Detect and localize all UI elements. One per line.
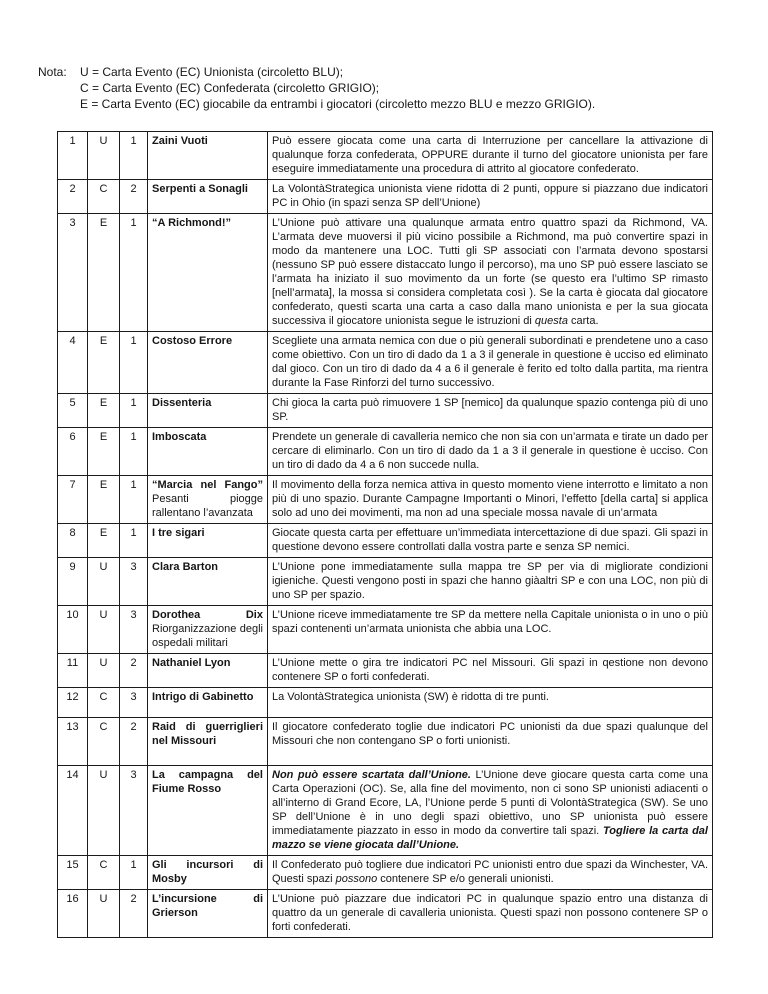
card-name-cell	[148, 214, 268, 332]
card-name-cell	[148, 766, 268, 856]
card-type-cell: E	[88, 394, 120, 428]
card-count-cell: 3	[120, 766, 148, 856]
card-type-cell: U	[88, 558, 120, 606]
text-segment: possono	[335, 873, 378, 885]
card-type-cell: E	[88, 428, 120, 476]
text-segment: Il movimento della forza nemica attiva in questo momento viene interrotto e limitato a non più di uno spazio. Durante Campagne Importanti o Minori, l’effetto [della carta] si applica solo ad uno dei movimenti, ma non ad una speciale mossa navale di un’armata	[272, 479, 708, 519]
note-line-u: U = Carta Evento (EC) Unionista (circoletto BLU);	[80, 65, 344, 79]
card-count-cell: 1	[120, 856, 148, 890]
card-type-cell: E	[88, 524, 120, 558]
card-name-cell	[148, 524, 268, 558]
text-segment: Scegliete una armata nemica con due o più generali subordinati e prendetene uno a caso come obiettivo. Con un tiro di dado da 1 a 3 il generale in questione è ucciso ed eliminato dal gioco. Con un tiro di dado da 4 a 6 il generale è ferito ed tolto dalla partita, ma rientra durante la Fase Rinforzi del turno successivo.	[272, 335, 708, 389]
text-segment: L’Unione deve giocare questa carta come una Carta Operazioni (OC). Se, alla fine del movimento, non ci sono SP unionisti adiacenti o all’interno di Grand Ecore, LA, l’Unione perde 5 punti di VolontàStrategica (SW). Se uno SP dell’Unione è in uno degli spazi obiettivo, uno SP unionista può essere immediatamente piazzato in esso in modo da convertire tali spazi.	[272, 769, 708, 837]
card-count-cell: 2	[120, 718, 148, 766]
text-segment: Può essere giocata come una carta di Interruzione per cancellare la attivazione di qualunque forza confederata, OPPURE durante il turno del giocatore unionista per fare eseguire immediatamente una procedura di attrito al giocatore confederato.	[272, 135, 708, 175]
card-description-cell	[268, 180, 713, 214]
text-segment: Zaini Vuoti	[152, 135, 208, 147]
card-type-cell: U	[88, 890, 120, 938]
table-row	[58, 332, 713, 394]
table-row	[58, 606, 713, 654]
text-segment: Chi gioca la carta può rimuovere 1 SP [nemico] da qualunque spazio contenga più di uno SP.	[272, 397, 708, 423]
card-type-cell: U	[88, 606, 120, 654]
table-row	[58, 428, 713, 476]
card-name-cell	[148, 654, 268, 688]
text-segment: Imboscata	[152, 431, 207, 443]
table-row	[58, 890, 713, 938]
card-name-cell	[148, 332, 268, 394]
card-number-cell: 9	[58, 558, 88, 606]
card-count-cell: 1	[120, 476, 148, 524]
card-type-cell: E	[88, 476, 120, 524]
card-number-cell: 12	[58, 688, 88, 718]
card-description-cell	[268, 890, 713, 938]
text-segment: I tre sigari	[152, 527, 205, 539]
text-segment: “A Richmond!”	[152, 217, 232, 229]
card-description-cell	[268, 332, 713, 394]
card-number-cell: 16	[58, 890, 88, 938]
card-count-cell: 1	[120, 428, 148, 476]
card-name-cell	[148, 718, 268, 766]
card-count-cell: 2	[120, 890, 148, 938]
text-segment: La VolontàStrategica unionista viene ridotta di 2 punti, oppure si piazzano due indicatori PC in Ohio (in spazi senza SP dell’Unione)	[272, 183, 708, 209]
text-segment: L’incursione di Grierson	[152, 893, 263, 919]
card-count-cell: 1	[120, 132, 148, 180]
card-type-cell: E	[88, 332, 120, 394]
note-line-c: C = Carta Evento (EC) Confederata (circoletto GRIGIO);	[80, 81, 380, 95]
card-number-cell: 10	[58, 606, 88, 654]
table-row	[58, 524, 713, 558]
card-count-cell: 3	[120, 688, 148, 718]
card-name-cell	[148, 428, 268, 476]
card-number-cell: 15	[58, 856, 88, 890]
text-segment: questa	[534, 315, 568, 327]
card-number-cell: 1	[58, 132, 88, 180]
card-description-cell	[268, 654, 713, 688]
text-segment: Pesanti piogge rallentano l’avanzata	[152, 493, 263, 519]
card-type-cell: C	[88, 718, 120, 766]
card-number-cell: 4	[58, 332, 88, 394]
text-segment: carta.	[567, 315, 599, 327]
card-description-cell	[268, 428, 713, 476]
card-count-cell: 1	[120, 214, 148, 332]
table-row	[58, 558, 713, 606]
card-name-cell	[148, 394, 268, 428]
card-count-cell: 1	[120, 332, 148, 394]
note-block	[38, 64, 595, 112]
card-name-cell	[148, 476, 268, 524]
text-segment: L’Unione mette o gira tre indicatori PC nel Missouri. Gli spazi in qestione non devono contenere SP o forti confederati.	[272, 657, 708, 683]
card-name-cell	[148, 688, 268, 718]
card-count-cell: 1	[120, 394, 148, 428]
text-segment: Prendete un generale di cavalleria nemico che non sia con un’armata e tirate un dado per cercare di eliminarlo. Con un tiro di dado da 1 a 3 il generale in questione è ucciso. Con un tiro di dado da 4 a 6 non succede nulla.	[272, 431, 708, 471]
card-count-cell: 1	[120, 524, 148, 558]
card-name-cell	[148, 180, 268, 214]
card-type-cell: C	[88, 856, 120, 890]
card-description-cell	[268, 856, 713, 890]
text-segment: Togliere la carta dal mazzo se viene giocata dall’Unione.	[272, 825, 708, 851]
card-number-cell: 2	[58, 180, 88, 214]
table-row	[58, 476, 713, 524]
card-description-cell	[268, 214, 713, 332]
table-row	[58, 654, 713, 688]
card-description-cell	[268, 524, 713, 558]
card-count-cell: 3	[120, 606, 148, 654]
text-segment: La VolontàStrategica unionista (SW) è ridotta di tre punti.	[272, 691, 549, 703]
text-segment: Non può essere scartata dall’Unione.	[272, 769, 471, 781]
card-type-cell: C	[88, 180, 120, 214]
card-number-cell: 11	[58, 654, 88, 688]
card-number-cell: 3	[58, 214, 88, 332]
note-lines	[80, 64, 595, 112]
text-segment: La campagna del Fiume Rosso	[152, 769, 263, 795]
text-segment: “Marcia nel Fango”	[152, 479, 263, 491]
text-segment: Nathaniel Lyon	[152, 657, 231, 669]
card-description-cell	[268, 688, 713, 718]
text-segment: Gli incursori di Mosby	[152, 859, 263, 885]
card-type-cell: U	[88, 654, 120, 688]
card-name-cell	[148, 890, 268, 938]
card-type-cell: U	[88, 766, 120, 856]
card-description-cell	[268, 558, 713, 606]
card-count-cell: 3	[120, 558, 148, 606]
card-description-cell	[268, 718, 713, 766]
card-type-cell: C	[88, 688, 120, 718]
card-count-cell: 2	[120, 180, 148, 214]
card-number-cell: 13	[58, 718, 88, 766]
card-number-cell: 14	[58, 766, 88, 856]
card-table	[57, 131, 713, 938]
text-segment: Raid di guerriglieri nel Missouri	[152, 721, 263, 747]
text-segment: Dissenteria	[152, 397, 212, 409]
card-description-cell	[268, 394, 713, 428]
card-number-cell: 7	[58, 476, 88, 524]
card-number-cell: 8	[58, 524, 88, 558]
text-segment: contenere SP e/o generali unionisti.	[377, 873, 554, 885]
table-row	[58, 214, 713, 332]
text-segment: Il giocatore confederato toglie due indicatori PC unionisti da due spazi qualunque del Missouri che non contengano SP o forti unionisti.	[272, 721, 708, 747]
table-row	[58, 688, 713, 718]
note-line-e: E = Carta Evento (EC) giocabile da entrambi i giocatori (circoletto mezzo BLU e mezzo GRIGIO).	[80, 97, 596, 111]
card-description-cell	[268, 766, 713, 856]
text-segment: Il Confederato può togliere due indicatori PC unionisti entro due spazi da Winchester, VA. Questi spazi	[272, 859, 708, 885]
text-segment: L’Unione pone immediatamente sulla mappa tre SP per via di migliorate condizioni igieniche. Questi vengono posti in spazi che hanno giàaltri SP e con una LOC, non più di uno SP per spazio.	[272, 561, 708, 601]
table-row	[58, 766, 713, 856]
card-type-cell: E	[88, 214, 120, 332]
card-description-cell	[268, 476, 713, 524]
text-segment: L’Unione riceve immediatamente tre SP da mettere nella Capitale unionista o in uno o più spazi contenenti un’armata unionista che abbia una LOC.	[272, 609, 708, 635]
card-count-cell: 2	[120, 654, 148, 688]
text-segment: Serpenti a Sonagli	[152, 183, 248, 195]
card-number-cell: 5	[58, 394, 88, 428]
table-row	[58, 180, 713, 214]
text-segment: Intrigo di Gabinetto	[152, 691, 254, 703]
table-row	[58, 856, 713, 890]
card-name-cell	[148, 132, 268, 180]
card-type-cell: U	[88, 132, 120, 180]
card-description-cell	[268, 132, 713, 180]
text-segment: Clara Barton	[152, 561, 219, 573]
table-row	[58, 132, 713, 180]
text-segment: Riorganizzazione degli ospedali militari	[152, 623, 263, 649]
card-number-cell: 6	[58, 428, 88, 476]
card-table-wrapper	[57, 131, 713, 938]
card-name-cell	[148, 856, 268, 890]
note-label: Nota:	[38, 65, 67, 79]
text-segment: L’Unione può attivare una qualunque armata entro quattro spazi da Richmond, VA. L’armata deve muoversi il più vicino possibile a Richmond, ma può convertire spazi in modo da mantenere una LOC. Tutti gli SP associati con l’armata devono spostarsi (nessuno SP può essere distaccato lungo il percorso), ma uno SP può essere lasciato se l’armata ha iniziato il suo movimento da un forte (se questo era l’ultimo SP rimasto [nell’armata], la mossa si considera completata così ). Se la carta è giocata dal giocatore confederato, questi scarta una carta a caso dalla mano unionista e per la sua giocata successiva il giocatore unionista segue le istruzioni di	[272, 217, 708, 327]
table-row	[58, 394, 713, 428]
text-segment: Giocate questa carta per effettuare un’immediata intercettazione di due spazi. Gli spazi in questione devono essere controllati dalla vostra parte e senza SP nemici.	[272, 527, 708, 553]
text-segment: Costoso Errore	[152, 335, 233, 347]
table-row	[58, 718, 713, 766]
card-table-body	[58, 132, 713, 938]
text-segment: L’Unione può piazzare due indicatori PC in qualunque spazio entro una distanza di quattro da un generale di cavalleria unionista. Questi spazi non possono contenere SP o forti confederati.	[272, 893, 708, 933]
card-name-cell	[148, 606, 268, 654]
card-description-cell	[268, 606, 713, 654]
card-name-cell	[148, 558, 268, 606]
text-segment: Dorothea Dix	[152, 609, 263, 621]
